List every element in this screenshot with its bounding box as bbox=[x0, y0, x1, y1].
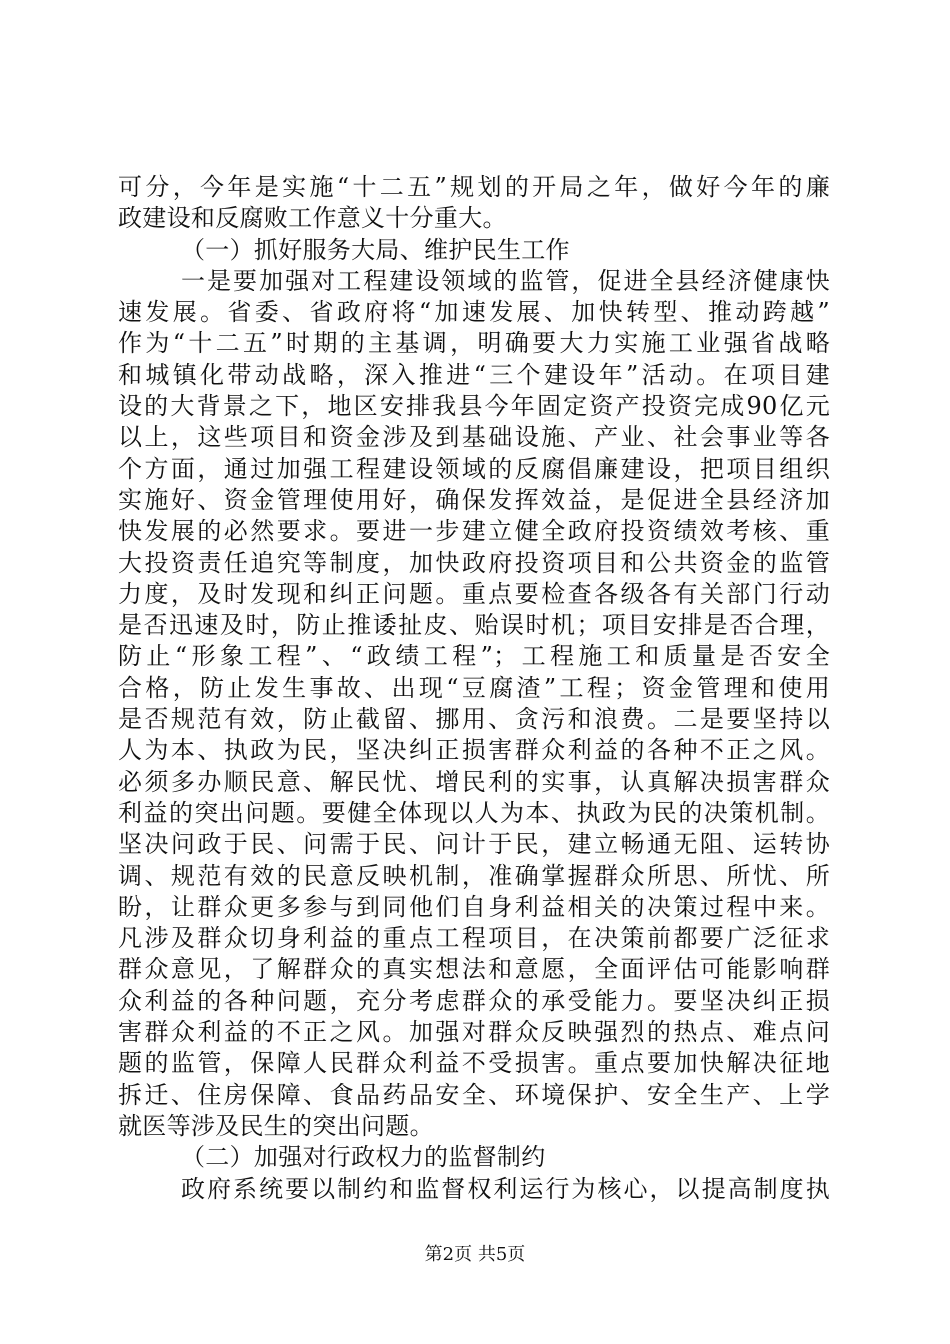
text-line: 必须多办顺民意、解民忧、增民利的实事，认真解决损害群众 bbox=[118, 767, 830, 796]
text-line: 可分，今年是实施“十二五”规划的开局之年，做好今年的廉 bbox=[118, 173, 830, 201]
text-line: 实施好、资金管理使用好，确保发挥效益，是促进全县经济加 bbox=[118, 485, 830, 514]
section-heading: （二）加强对行政权力的监督制约 bbox=[181, 1143, 546, 1172]
text-line: 题的监管，保障人民群众利益不受损害。重点要加快解决征地 bbox=[118, 1049, 830, 1078]
text-line: 坚决问政于民、问需于民、问计于民，建立畅通无阻、运转协 bbox=[118, 830, 830, 859]
text-line: 合格，防止发生事故、出现“豆腐渣”工程；资金管理和使用 bbox=[118, 673, 830, 702]
text-line: 政府系统要以制约和监督权利运行为核心，以提高制度执 bbox=[181, 1174, 830, 1203]
text-line: 防止“形象工程”、“政绩工程”；工程施工和质量是否安全 bbox=[118, 642, 830, 671]
text-line: 群众意见，了解群众的真实想法和意愿，全面评估可能影响群 bbox=[118, 955, 830, 984]
text-line: 快发展的必然要求。要进一步建立健全政府投资绩效考核、重 bbox=[118, 517, 830, 546]
section-heading: （一）抓好服务大局、维护民生工作 bbox=[181, 235, 570, 264]
text-line: 设的大背景之下，地区安排我县今年固定资产投资完成90亿元 bbox=[118, 392, 830, 421]
text-line: 以上，这些项目和资金涉及到基础设施、产业、社会事业等各 bbox=[118, 423, 830, 452]
text-line: 利益的突出问题。要健全体现以人为本、执政为民的决策机制。 bbox=[118, 798, 830, 827]
page-number-footer: 第2页 共5页 bbox=[424, 1244, 526, 1265]
text-line: 和城镇化带动战略，深入推进“三个建设年”活动。在项目建 bbox=[118, 360, 830, 389]
text-line: 个方面，通过加强工程建设领域的反腐倡廉建设，把项目组织 bbox=[118, 454, 830, 483]
text-line: 大投资责任追究等制度，加快政府投资项目和公共资金的监管 bbox=[118, 548, 830, 577]
text-line: 力度，及时发现和纠正问题。重点要检查各级各有关部门行动 bbox=[118, 579, 830, 608]
text-line: 凡涉及群众切身利益的重点工程项目，在决策前都要广泛征求 bbox=[118, 924, 830, 953]
text-line: 是否迅速及时，防止推诿扯皮、贻误时机；项目安排是否合理， bbox=[118, 611, 830, 640]
text-line: 调、规范有效的民意反映机制，准确掌握群众所思、所忧、所 bbox=[118, 861, 830, 890]
text-line: 拆迁、住房保障、食品药品安全、环境保护、安全生产、上学 bbox=[118, 1080, 830, 1109]
text-line: 盼，让群众更多参与到同他们自身利益相关的决策过程中来。 bbox=[118, 892, 830, 921]
text-line: 是否规范有效，防止截留、挪用、贪污和浪费。二是要坚持以 bbox=[118, 705, 830, 734]
text-line: 害群众利益的不正之风。加强对群众反映强烈的热点、难点问 bbox=[118, 1018, 830, 1047]
text-line: 众利益的各种问题，充分考虑群众的承受能力。要坚决纠正损 bbox=[118, 986, 830, 1015]
text-line: 一是要加强对工程建设领域的监管，促进全县经济健康快 bbox=[181, 266, 830, 295]
text-line: 人为本、执政为民，坚决纠正损害群众利益的各种不正之风。 bbox=[118, 736, 830, 765]
document-body bbox=[118, 172, 830, 1205]
text-line: 就医等涉及民生的突出问题。 bbox=[118, 1111, 434, 1140]
text-line: 政建设和反腐败工作意义十分重大。 bbox=[118, 204, 507, 233]
text-line: 作为“十二五”时期的主基调，明确要大力实施工业强省战略 bbox=[118, 329, 830, 358]
text-line: 速发展。省委、省政府将“加速发展、加快转型、推动跨越” bbox=[118, 298, 830, 327]
